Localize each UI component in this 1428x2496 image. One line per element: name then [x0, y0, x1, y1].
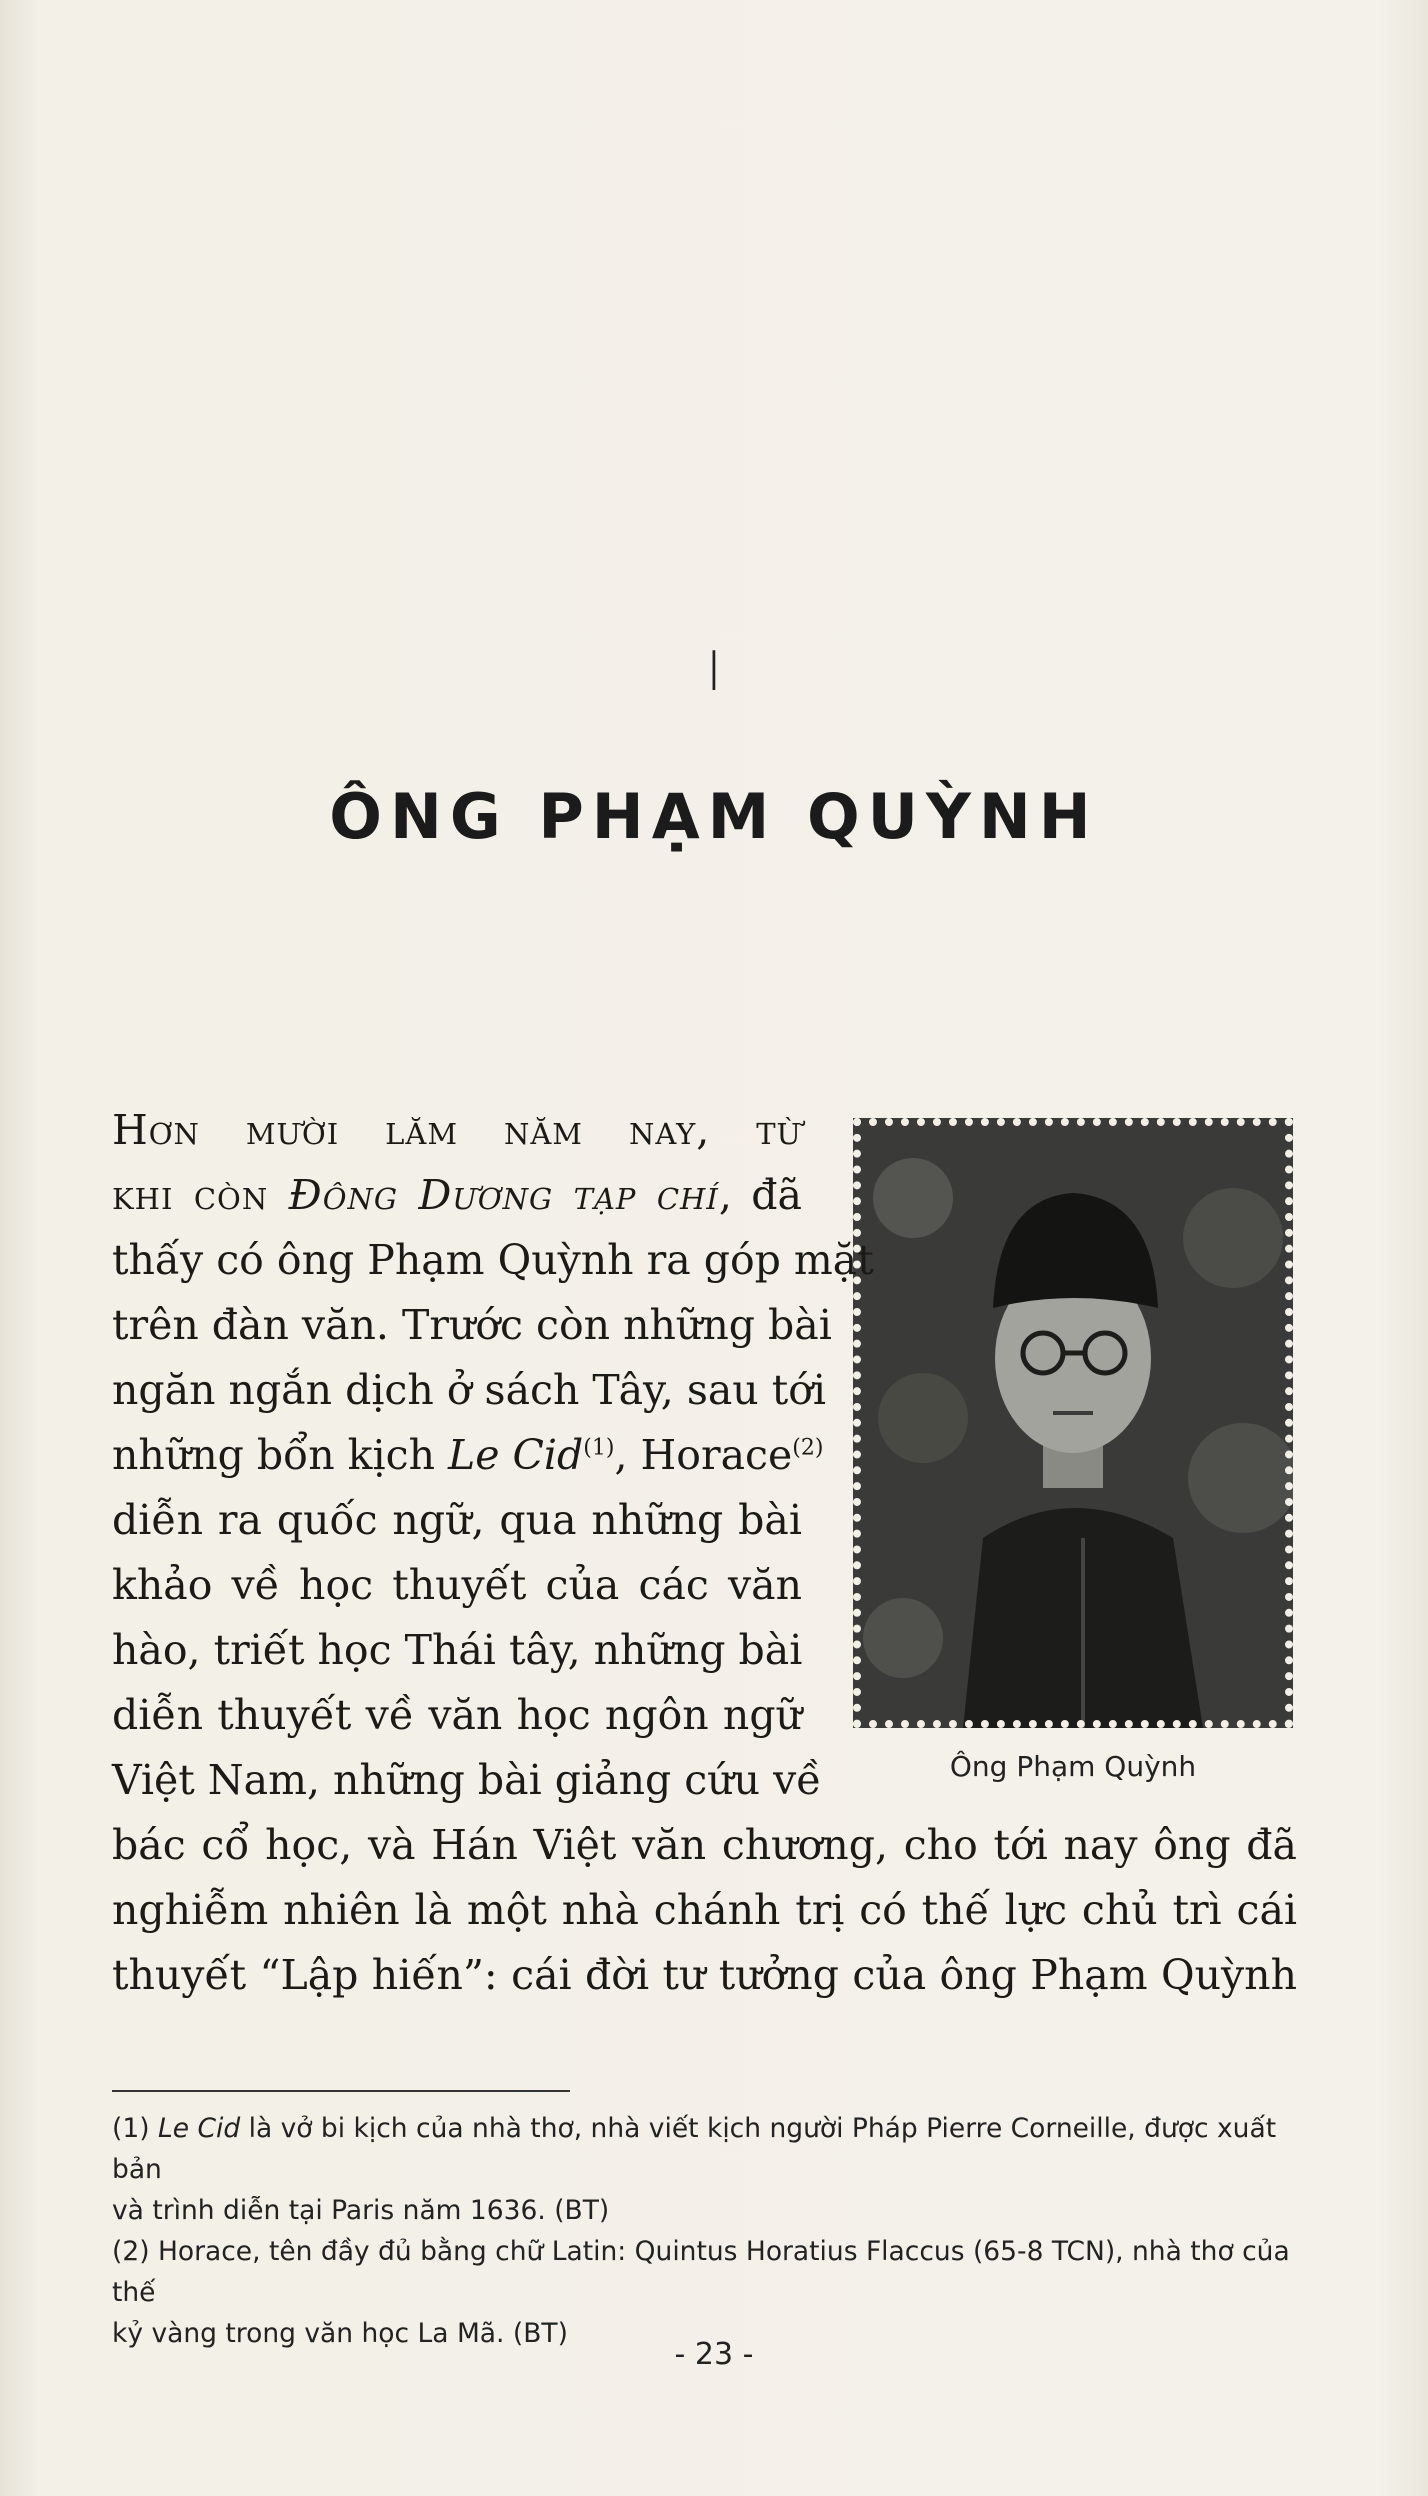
footnotes: [112, 2108, 1302, 2354]
photo-caption: Ông Phạm Quỳnh: [949, 1750, 1197, 1783]
body-line: thấy có ông Phạm Quỳnh ra góp mặt: [112, 1236, 874, 1284]
body-line: ngăn ngắn dịch ở sách Tây, sau tới: [112, 1366, 827, 1414]
body-line: diễn thuyết về văn học ngôn ngữ: [112, 1691, 802, 1739]
body-line: khảo về học thuyết của các văn: [112, 1561, 802, 1609]
footnote-1-cont: và trình diễn tại Paris năm 1636. (BT): [112, 2195, 610, 2226]
footnote-2-cont: kỷ vàng trong văn học La Mã. (BT): [112, 2318, 568, 2349]
footnote-2: (2) Horace, tên đầy đủ bằng chữ Latin: Quintus Horatius Flaccus (65-8 TCN), nhà thơ của thế: [112, 2236, 1290, 2308]
body-line: hào, triết học Thái tây, những bài: [112, 1626, 803, 1674]
body-line: Việt Nam, những bài giảng cứu về: [112, 1756, 822, 1804]
body-line: trên đàn văn. Trước còn những bài: [112, 1301, 832, 1349]
body-line: Hơn mười lăm năm nay, từ: [112, 1106, 802, 1154]
footnote-1: (1) Le Cid là vở bi kịch của nhà thơ, nhà viết kịch người Pháp Pierre Corneille, được xuất bản: [112, 2113, 1277, 2185]
chapter-title: ÔNG PHẠM QUỲNH: [329, 780, 1099, 853]
chapter-body-text: [112, 1098, 1297, 2008]
body-line: nghiễm nhiên là một nhà chánh trị có thế lực chủ trì cái: [112, 1886, 1297, 1934]
body-line: khi còn Đông Dương tạp chí, đã: [112, 1171, 802, 1219]
body-line: những bổn kịch Le Cid$^{(1)}$, Horace$^{(2)}$: [112, 1431, 824, 1479]
body-line: thuyết “Lập hiến”: cái đời tư tưởng của ông Phạm Quỳnh: [112, 1951, 1297, 1999]
body-line: bác cổ học, và Hán Việt văn chương, cho tới nay ông đã: [112, 1821, 1297, 1869]
footnote-divider: [112, 2090, 570, 2092]
chapter-number: I: [706, 640, 722, 703]
page-number: - 23 -: [674, 2337, 754, 2372]
body-line: diễn ra quốc ngữ, qua những bài: [112, 1496, 802, 1544]
